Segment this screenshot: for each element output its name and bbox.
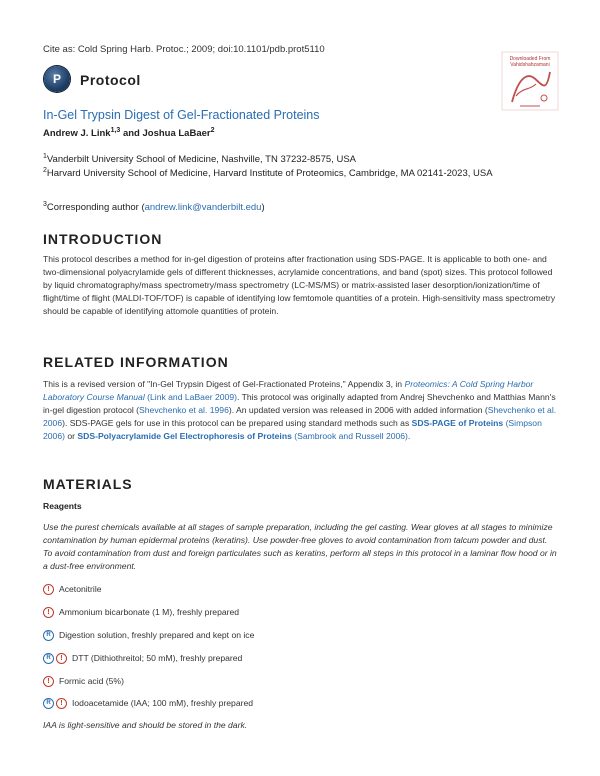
author-1-sup: 1,3 [110, 127, 121, 134]
corr-suffix: ) [261, 202, 265, 214]
shevchenko-1996-link[interactable]: Shevchenko et al. 1996 [139, 405, 229, 415]
sds-polyacrylamide-link[interactable]: SDS-Polyacrylamide Gel Electrophoresis of Proteins [77, 431, 292, 441]
reagent-item [43, 628, 254, 642]
recipe-icon[interactable]: R [43, 630, 54, 641]
stamp-icon [500, 50, 560, 112]
affiliation-2 [43, 164, 543, 180]
materials-heading: MATERIALS [43, 476, 133, 492]
reagent-label: Formic acid (5%) [59, 676, 124, 686]
book-ref-link[interactable]: (Link and LaBaer 2009) [147, 392, 237, 402]
book-link[interactable]: Proteomics: A Cold Spring Harbor Laboratory Course Manual [43, 379, 534, 402]
protocol-label: Protocol [80, 72, 141, 88]
related-t5: or [64, 431, 78, 441]
stamp-line1: Downloaded From [509, 56, 551, 62]
introduction-heading: INTRODUCTION [43, 231, 163, 247]
reagents-subheading: Reagents [43, 501, 82, 511]
author-2: Joshua LaBaer [142, 128, 211, 140]
hazard-icon[interactable]: ! [43, 584, 54, 595]
download-stamp [500, 50, 560, 112]
shevchenko-2006-link[interactable]: Shevchenko et al. 2006 [43, 405, 557, 428]
sds-page-link[interactable]: SDS-PAGE of Proteins [411, 418, 504, 428]
aff2-text: Harvard University School of Medicine, Harvard Institute of Proteomics, Cambridge, MA 02141-2023, USA [46, 168, 493, 180]
logo-letter: P [52, 72, 61, 86]
stamp-line2: Vahidshahzamani [510, 62, 550, 68]
related-information-text [43, 378, 558, 443]
corresponding-author [43, 198, 543, 214]
reagent-label: DTT (Dithiothreitol; 50 mM), freshly prepared [72, 653, 243, 663]
author-and: and [122, 128, 140, 140]
reagent-label: Iodoacetamide (IAA; 100 mM), freshly prepared [72, 698, 254, 708]
related-t2: . This protocol was originally adapted from Andrej Shevchenko and Matthias Mann's in-gel digestion protocol ( [43, 392, 556, 415]
reagent-label: Ammonium bicarbonate (1 M), freshly prepared [59, 607, 240, 617]
article-title: In-Gel Trypsin Digest of Gel-Fractionated Proteins [43, 108, 320, 122]
related-t6: . [407, 431, 411, 441]
related-t1: This is a revised version of "In-Gel Trypsin Digest of Gel-Fractionated Proteins," Appendix 3, in [43, 379, 405, 389]
corr-prefix: Corresponding author ( [46, 202, 145, 214]
cshl-protocols-logo-icon [44, 66, 70, 92]
iaa-footnote: IAA is light-sensitive and should be stored in the dark. [43, 720, 248, 730]
hazard-icon[interactable]: ! [43, 676, 54, 687]
reagent-label: Acetonitrile [59, 584, 102, 594]
reagent-item [43, 651, 242, 665]
author-line [43, 127, 215, 139]
reagent-item [43, 674, 124, 688]
corresponding-email-link[interactable]: andrew.link@vanderbilt.edu [144, 202, 262, 214]
related-information-heading: RELATED INFORMATION [43, 354, 229, 370]
author-1: Andrew J. Link [43, 128, 111, 140]
related-t3: ). An updated version was released in 2006 with added information ( [228, 405, 488, 415]
introduction-text: This protocol describes a method for in-gel digestion of proteins after fractionation using SDS-PAGE. It is applicable to both one- and two-dimensional polyacrylamide gels of different thicknesses, acrylamide concentrations, and band (spot) sizes. This protocol followed by liquid chromatography/mass spectrometry/mass spectrometry (LC-MS/MS) or matrix-assisted laser desorption/ionization/time of flight/time of flight (MALDI-TOF/TOF) is capable of identifying low femtomole quantities of a protein. High-sensitivity mass spectrometry should be capable of identifying attomole quantities of protein. [43, 254, 556, 316]
corr-sup: 3 [43, 201, 47, 208]
reagent-item [43, 582, 102, 596]
aff1-sup: 1 [43, 153, 47, 160]
simpson-ref-link[interactable]: (Simpson 2006) [43, 418, 542, 441]
hazard-icon[interactable]: ! [43, 607, 54, 618]
reagent-label: Digestion solution, freshly prepared and kept on ice [59, 630, 255, 640]
hazard-icon[interactable]: ! [56, 698, 67, 709]
aff2-sup: 2 [43, 167, 47, 174]
reagent-item [43, 605, 239, 619]
hazard-icon[interactable]: ! [56, 653, 67, 664]
recipe-icon[interactable]: R [43, 653, 54, 664]
citation: Cite as: Cold Spring Harb. Protoc.; 2009; doi:10.1101/pdb.prot5110 [43, 44, 325, 55]
author-2-sup: 2 [210, 127, 215, 134]
recipe-icon[interactable]: R [43, 698, 54, 709]
reagents-note: Use the purest chemicals available at all stages of sample preparation, including the gel casting. Wear gloves at all stages to minimize contamination by human epidermal proteins (keratins). Use powder-free gloves to avoid contamination from talcum powder and dust. To avoid contamination from dust and foreign particulates such as keratins, perform all steps in this protocol in a laminar flow hood or in a dust-free environment. [43, 522, 557, 571]
reagent-item [43, 696, 253, 710]
sambrook-ref-link[interactable]: (Sambrook and Russell 2006) [294, 431, 408, 441]
related-t4: ). SDS-PAGE gels for use in this protocol can be prepared using standard methods such as [62, 418, 412, 428]
aff1-text: Vanderbilt University School of Medicine, Nashville, TN 37232-8575, USA [46, 154, 356, 166]
